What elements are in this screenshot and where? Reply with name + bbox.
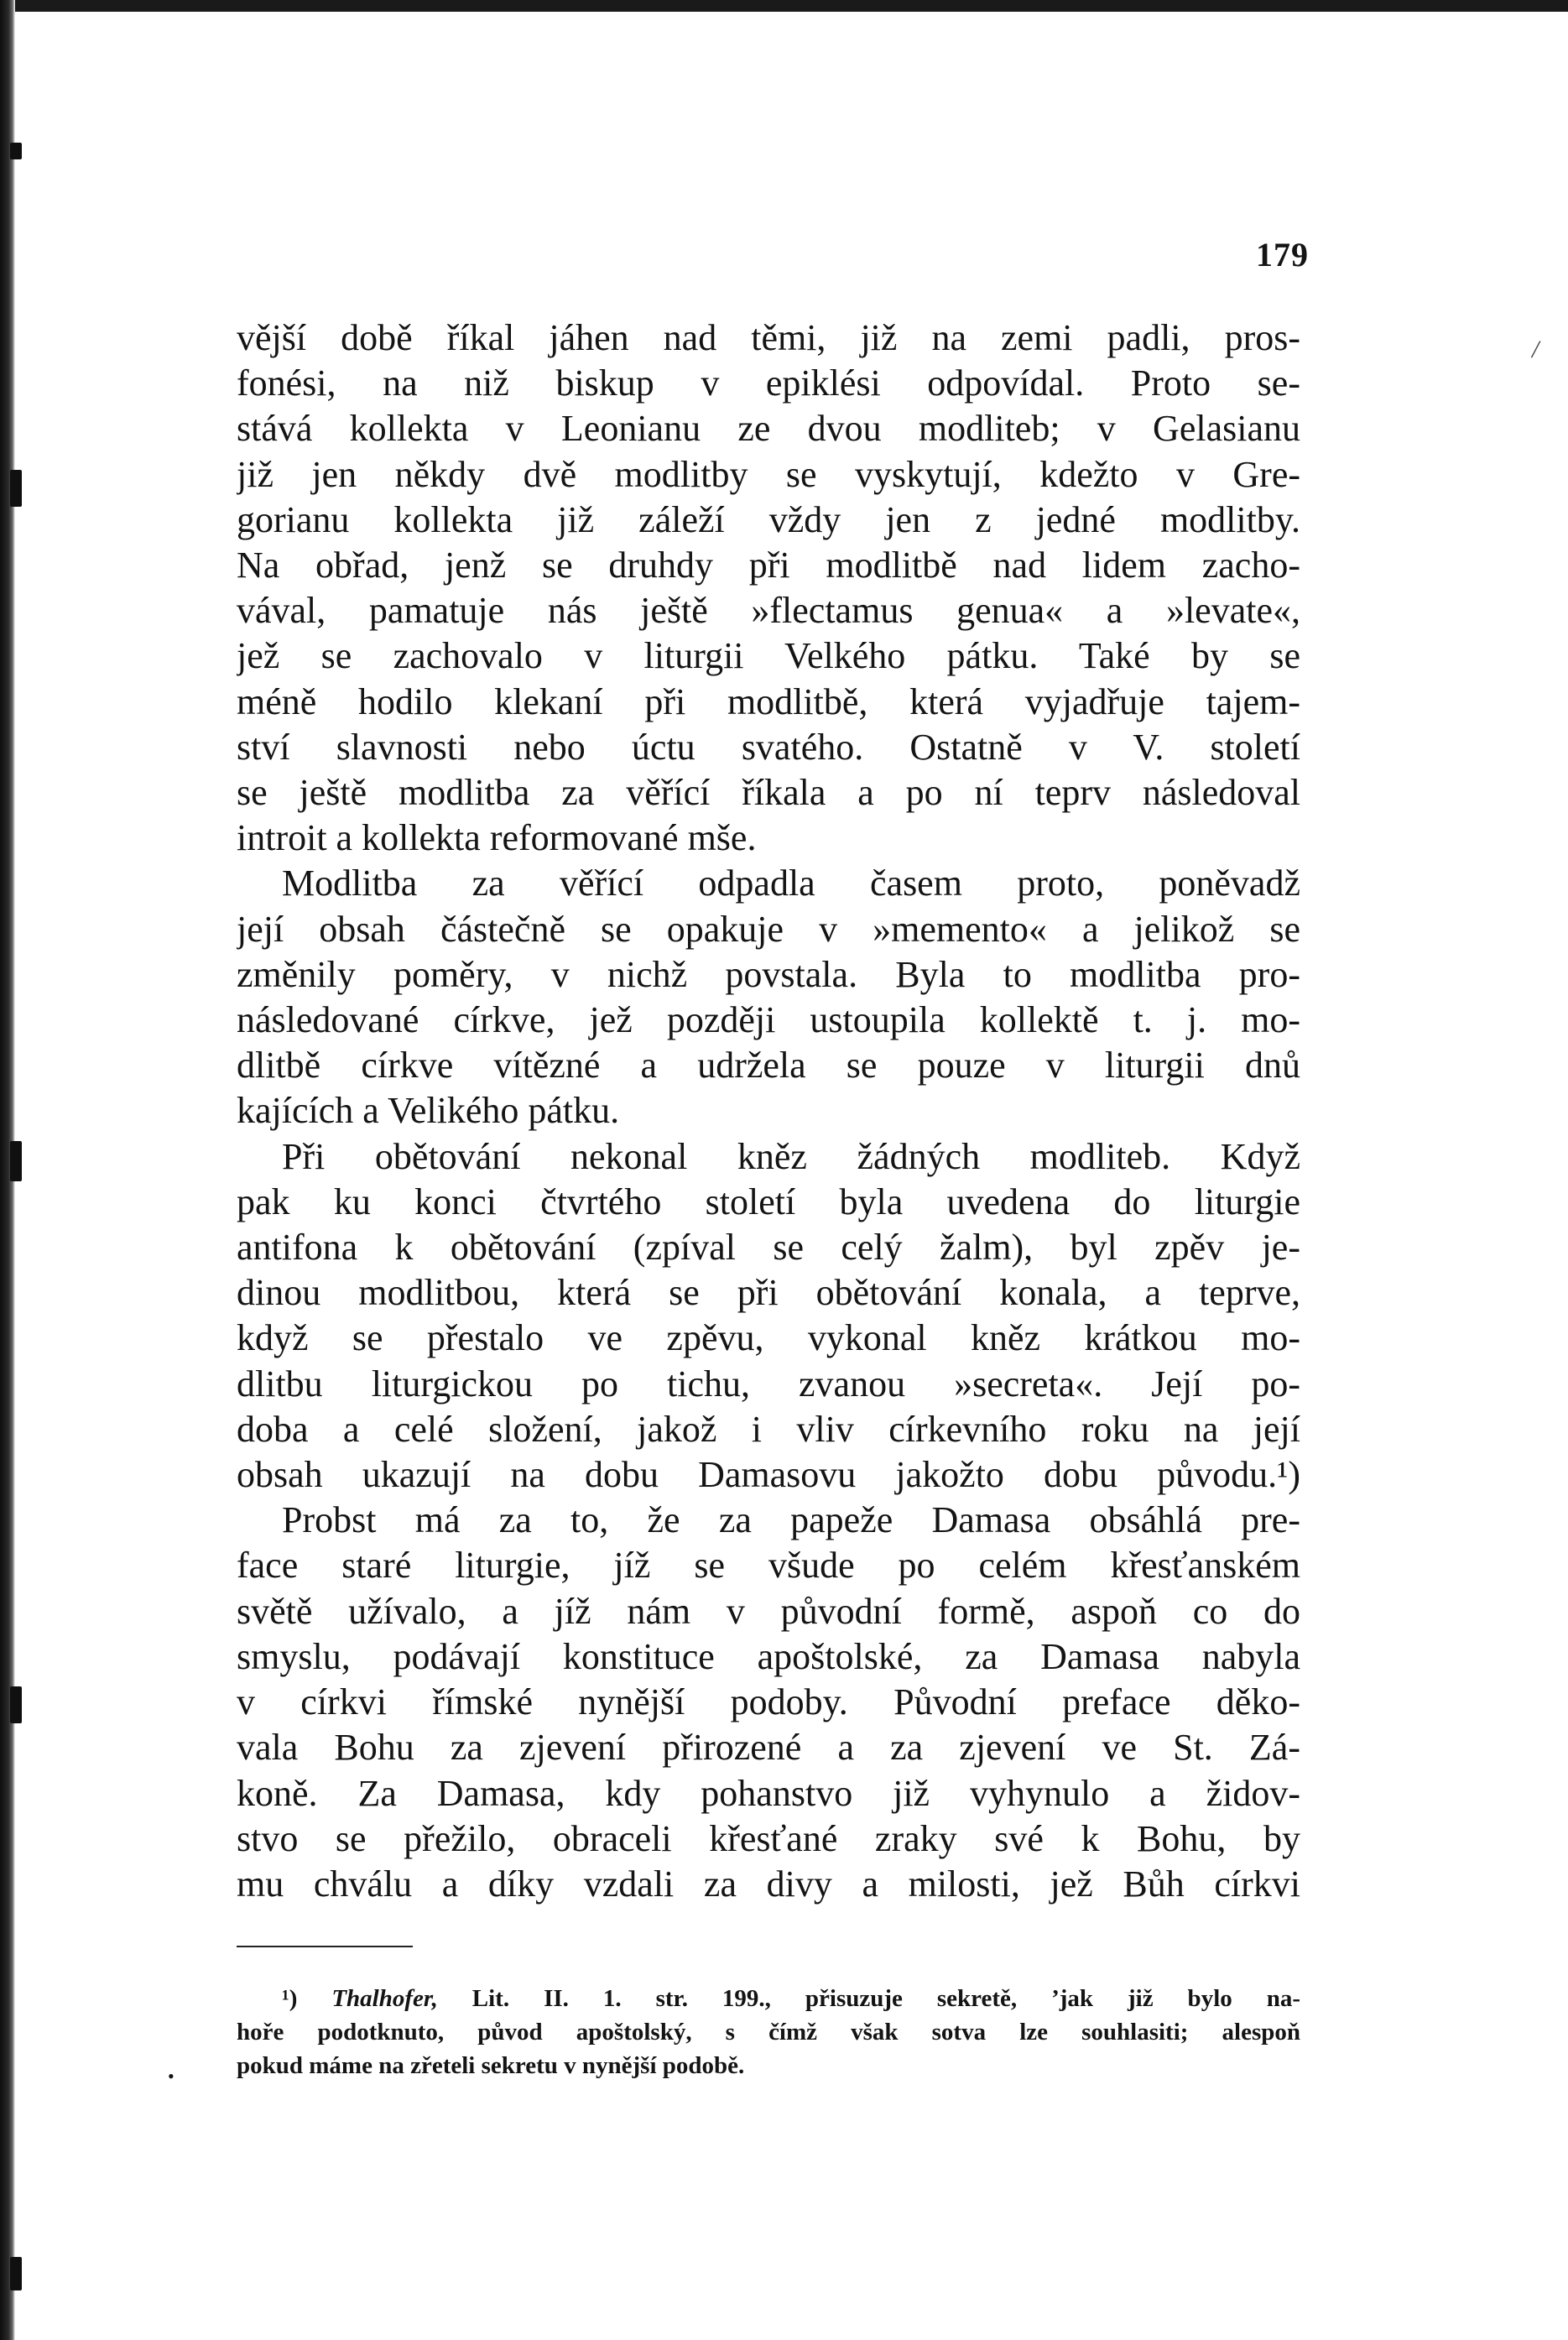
text-line: Modlitba za věřící odpadla časem proto, poněvadž — [282, 863, 1300, 904]
paragraph — [237, 1498, 1300, 1907]
scan-edge-notch — [10, 1141, 22, 1181]
text-line: když se přestalo ve zpěvu, vykonal kněz krátkou mo- — [237, 1317, 1300, 1359]
text-line: vala Bohu za zjevení přirozené a za zjevení ve St. Zá- — [237, 1727, 1300, 1769]
footnote-text: Lit. II. 1. str. 199., přisuzuje sekretě, ʼjak již bylo na- — [471, 1985, 1300, 2012]
text-line: stává kollekta v Leonianu ze dvou modliteb; v Gelasianu — [237, 408, 1300, 450]
text-line: mu chválu a díky vzdali za divy a milosti, jež Bůh církvi — [237, 1863, 1300, 1905]
margin-dot-mark: • — [168, 2066, 175, 2087]
text-line: introit a kollekta reformované mše. — [237, 817, 757, 859]
text-line: méně hodilo klekaní při modlitbě, která vyjadřuje tajem- — [237, 680, 1300, 722]
footnote-author: Thalhofer, — [331, 1985, 438, 2012]
scan-top-edge — [0, 0, 1568, 12]
text-line: již jen někdy dvě modlitby se vyskytují, kdežto v Gre- — [237, 453, 1300, 495]
page-number: 179 — [1256, 236, 1309, 274]
footnote-line: hoře podotknuto, původ apoštolský, s čímž však sotva lze souhlasiti; alespoň — [237, 2019, 1300, 2046]
text-line: Na obřad, jenž se druhdy při modlitbě nad lidem zacho- — [237, 545, 1300, 586]
text-line: se ještě modlitba za věřící říkala a po ní teprv následoval — [237, 772, 1300, 814]
text-line: smyslu, podávají konstituce apoštolské, za Damasa nabyla — [237, 1635, 1300, 1677]
text-line: vával, pamatuje nás ještě »flectamus genua« a »levate«, — [237, 590, 1300, 632]
text-line: pak ku konci čtvrtého století byla uvedena do liturgie — [237, 1180, 1300, 1222]
scan-edge-notch — [10, 1686, 22, 1723]
scan-edge-notch — [10, 143, 22, 159]
text-line: fonési, na niž biskup v epiklési odpovídal. Proto se- — [237, 362, 1300, 404]
text-line: světě užívalo, a jíž nám v původní formě, aspoň co do — [237, 1590, 1300, 1632]
paragraph — [237, 315, 1300, 861]
text-line: v církvi římské nynější podoby. Původní preface děko- — [237, 1681, 1300, 1723]
footnote — [237, 1982, 1300, 2082]
footnote-line — [237, 1982, 1300, 2015]
text-line: Při obětování nekonal kněz žádných modliteb. Když — [282, 1135, 1300, 1177]
text-line: Probst má za to, že za papeže Damasa obsáhlá pre- — [282, 1499, 1300, 1541]
margin-pencil-mark: / — [1532, 336, 1539, 363]
text-line: dlitbě církve vítězné a udržela se pouze v liturgii dnů — [237, 1045, 1300, 1087]
text-line: koně. Za Damasa, kdy pohanstvo již vyhynulo a židov- — [237, 1772, 1300, 1814]
footnote-marker: ¹) — [282, 1985, 298, 2012]
main-text — [237, 315, 1300, 1907]
scan-edge-notch — [10, 470, 22, 507]
text-line: obsah ukazují na dobu Damasovu jakožto dobu původu.¹) — [237, 1454, 1300, 1496]
scan-edge-notch — [10, 2257, 22, 2290]
text-line: dinou modlitbou, která se při obětování konala, a teprve, — [237, 1272, 1300, 1314]
text-line: vější době říkal jáhen nad těmi, již na zemi padli, pros- — [237, 317, 1300, 358]
text-line: jež se zachovalo v liturgii Velkého pátku. Také by se — [237, 635, 1300, 677]
text-line: stvo se přežilo, obraceli křesťané zraky své k Bohu, by — [237, 1817, 1300, 1859]
text-line: face staré liturgie, jíž se všude po celém křesťanském — [237, 1545, 1300, 1587]
text-line: doba a celé složení, jakož i vliv církevního roku na její — [237, 1408, 1300, 1450]
paragraph — [237, 1134, 1300, 1498]
text-line: antifona k obětování (zpíval se celý žalm), byl zpěv je- — [237, 1227, 1300, 1269]
text-line: ství slavnosti nebo úctu svatého. Ostatně v V. století — [237, 726, 1300, 768]
text-line: dlitbu liturgickou po tichu, zvanou »secreta«. Její po- — [237, 1363, 1300, 1405]
text-line: následované církve, jež později ustoupila kollektě t. j. mo- — [237, 999, 1300, 1041]
paragraph — [237, 861, 1300, 1134]
text-line: kajících a Velikého pátku. — [237, 1090, 620, 1132]
footnote-line: pokud máme na zřeteli sekretu v nynější podobě. — [237, 2052, 745, 2079]
text-line: její obsah částečně se opakuje v »memento« a jelikož se — [237, 908, 1300, 950]
footnote-separator — [237, 1946, 413, 1947]
text-line: gorianu kollekta již záleží vždy jen z jedné modlitby. — [237, 498, 1300, 540]
text-line: změnily poměry, v nichž povstala. Byla to modlitba pro- — [237, 953, 1300, 995]
